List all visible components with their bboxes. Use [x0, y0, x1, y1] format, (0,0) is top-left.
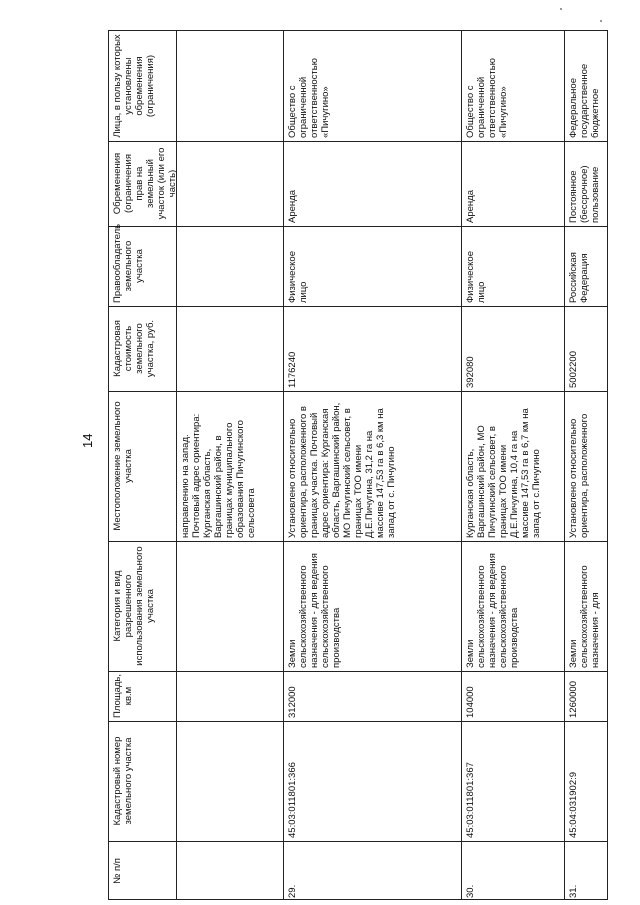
table-cell-encumbrance: Постоянное (бессрочное) пользование — [568, 165, 601, 223]
column-divider — [109, 841, 607, 842]
scan-dot — [560, 8, 562, 10]
table-cell-location: Местоположение земельного участка — [112, 401, 134, 531]
table-cell-index: 30. — [465, 884, 476, 898]
table-cell-value: 392080 — [465, 356, 476, 388]
page-number: 14 — [80, 433, 95, 448]
table-cell-category: Земли сельскохозяйственного назначения - для — [568, 565, 601, 668]
table-cell-index: 31. — [568, 884, 579, 898]
column-divider — [109, 671, 607, 672]
table-cell-location: направлению на запад. Почтовый адрес ориентира: Курганская область, Варгашинский район, в границах муниципального образования Пичугинского сельсовета — [180, 413, 257, 538]
table-cell-holder: Физическое лицо — [287, 250, 309, 303]
table-cell-category: Категория и вид разрешенного использования земельного участка — [112, 546, 156, 666]
table-cell-beneficiary: Федеральное государственное бюджетное — [568, 63, 601, 138]
table-cell-location: Установлено относительно ориентира, расположенного в границах участка. Почтовый адрес ориентира: Курганская область, Варгашинский район, МО Пичугинский сельсовет, в границах ТОО имени Д.Е.Пичугина, 31,2 га на массиве 147,53 га в 6,3 км на запад от с. Пичугино — [287, 402, 397, 538]
table-cell-encumbrance: Аренда — [287, 190, 298, 223]
table-cell-encumbrance: Аренда — [465, 190, 476, 223]
table-cell-cadastral: 45:04:031902:9 — [568, 771, 579, 838]
table-cell-beneficiary: Общество с ограниченной ответственностью «Пичугино» — [287, 58, 331, 138]
table-cell-location: Установлено относительно ориентира, расположенного — [568, 413, 590, 538]
table-cell-beneficiary: Лица, в пользу которых установлены обременения (ограничения) — [112, 34, 156, 138]
land-plots-table — [108, 30, 608, 900]
column-divider — [109, 141, 607, 142]
table-cell-cadastral: 45:03:011801:366 — [287, 762, 298, 838]
table-cell-value: 5002200 — [568, 351, 579, 388]
table-cell-area: 312000 — [287, 686, 298, 718]
table-cell-category: Земли сельскохозяйственного назначения - для ведения сельскохозяйственного производства — [465, 553, 520, 668]
table-cell-cadastral: Кадастровый номер земельного участка — [112, 736, 134, 826]
table-cell-index: 29. — [287, 884, 298, 898]
column-divider — [109, 226, 607, 227]
table-cell-location: Курганская область, Варгашинский район, МО Пичугинский сельсовет, в границах ТОО имени Д.Е.Пичугина, 10,4 га на массиве 147,53 га в 6,7 км на запад от с.Пичугино — [465, 408, 542, 538]
table-cell-area: 104000 — [465, 686, 476, 718]
table-cell-cadastral: 45:03:011801:367 — [465, 762, 476, 838]
table-cell-holder: Физическое лицо — [465, 250, 487, 303]
table-cell-value: 1176240 — [287, 351, 298, 388]
column-divider — [109, 541, 607, 542]
scan-dot — [600, 20, 602, 22]
table-cell-encumbrance: Обременения (ограничения прав на земельный участок (или его часть) — [112, 147, 178, 220]
table-cell-beneficiary: Общество с ограниченной ответственностью «Пичугино» — [465, 58, 509, 138]
column-divider — [109, 721, 607, 722]
column-divider — [109, 391, 607, 392]
table-cell-index: № п/п — [112, 858, 123, 884]
table-cell-holder: Российская Федерация — [568, 252, 590, 303]
table-cell-category: Земли сельскохозяйственного назначения - для ведения сельскохозяйственного производства — [287, 553, 342, 668]
table-cell-holder: Правообладатель земельного участка — [112, 223, 145, 303]
column-divider — [109, 306, 607, 307]
table-cell-value: Кадастровая стоимость земельного участка, руб. — [112, 319, 156, 378]
table-cell-area: 1260000 — [568, 681, 579, 718]
table-cell-area: Площадь, кв.м — [112, 674, 134, 718]
